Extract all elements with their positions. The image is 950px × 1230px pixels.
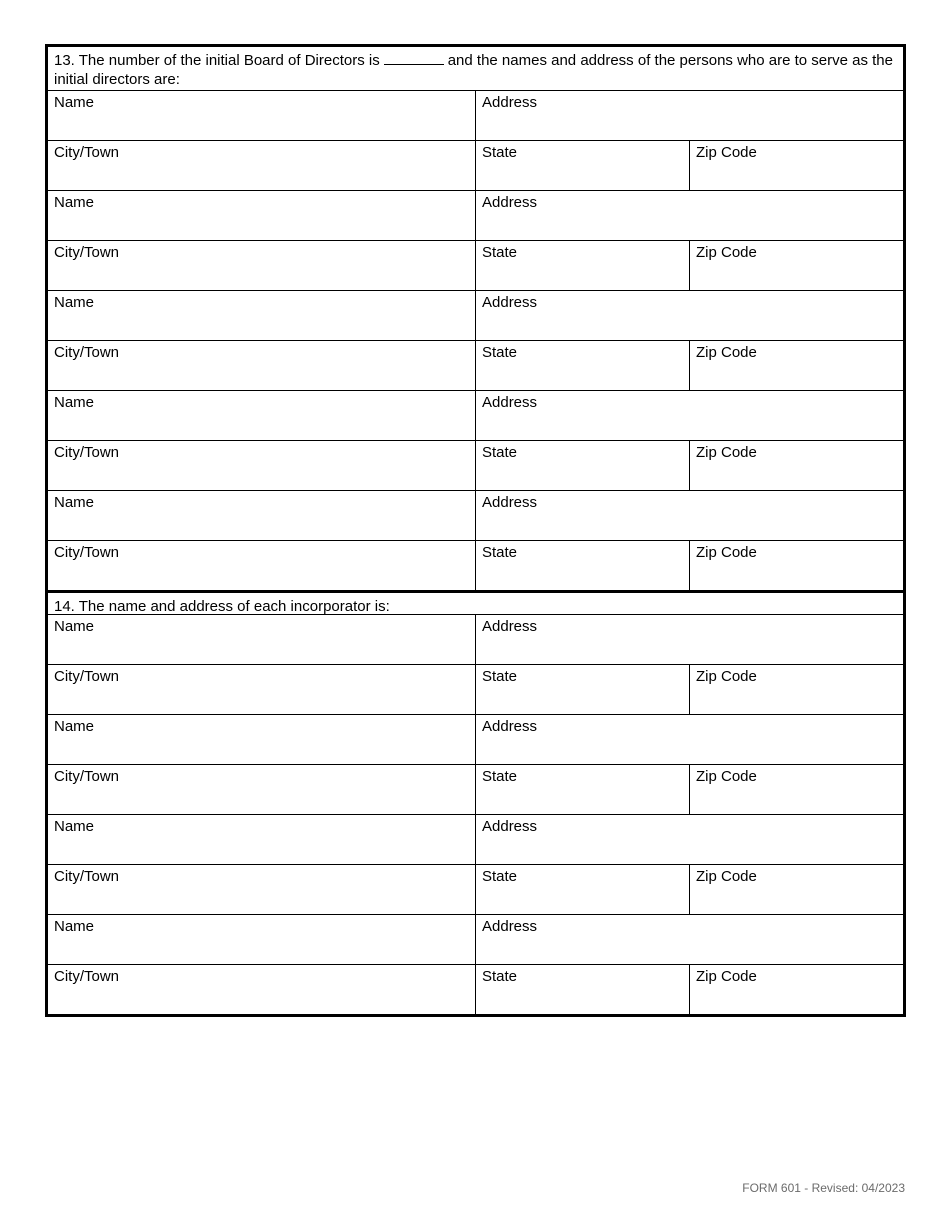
- zip-code-field[interactable]: [690, 665, 903, 714]
- address-field[interactable]: [476, 291, 903, 340]
- name-field[interactable]: [48, 91, 476, 140]
- city-town-field[interactable]: [48, 241, 476, 290]
- city-town-field-label: City/Town: [54, 768, 120, 785]
- zip-code-field-label: Zip Code: [696, 668, 757, 685]
- state-field-label: State: [482, 144, 518, 161]
- incorporator-name-row: [48, 815, 903, 865]
- state-field-label: State: [482, 544, 518, 561]
- zip-code-field-label: Zip Code: [696, 868, 757, 885]
- address-field-label: Address: [482, 394, 538, 411]
- name-field[interactable]: [48, 491, 476, 540]
- director-name-row: [48, 191, 903, 241]
- name-field-label: Name: [54, 918, 95, 935]
- city-town-field[interactable]: [48, 441, 476, 490]
- state-field[interactable]: [476, 665, 690, 714]
- zip-code-field[interactable]: [690, 441, 903, 490]
- address-field[interactable]: [476, 815, 903, 864]
- city-town-field-label: City/Town: [54, 968, 120, 985]
- incorporator-name-row: [48, 615, 903, 665]
- city-town-field-label: City/Town: [54, 868, 120, 885]
- name-field[interactable]: [48, 615, 476, 664]
- name-field[interactable]: [48, 815, 476, 864]
- address-field-label: Address: [482, 818, 538, 835]
- state-field-label: State: [482, 244, 518, 261]
- name-field-label: Name: [54, 94, 95, 111]
- name-field-label: Name: [54, 618, 95, 635]
- form-table: [45, 44, 906, 1017]
- name-field-label: Name: [54, 718, 95, 735]
- director-city-row: [48, 441, 903, 491]
- name-field[interactable]: [48, 391, 476, 440]
- zip-code-field-label: Zip Code: [696, 768, 757, 785]
- state-field[interactable]: [476, 765, 690, 814]
- state-field[interactable]: [476, 341, 690, 390]
- director-city-row: [48, 341, 903, 391]
- city-town-field[interactable]: [48, 765, 476, 814]
- address-field[interactable]: [476, 715, 903, 764]
- state-field[interactable]: [476, 541, 690, 590]
- section-13-header: [48, 47, 903, 91]
- address-field[interactable]: [476, 915, 903, 964]
- zip-code-field[interactable]: [690, 541, 903, 590]
- form-footer: FORM 601 - Revised: 04/2023: [742, 1181, 905, 1195]
- address-field[interactable]: [476, 491, 903, 540]
- zip-code-field-label: Zip Code: [696, 544, 757, 561]
- name-field-label: Name: [54, 394, 95, 411]
- city-town-field-label: City/Town: [54, 544, 120, 561]
- city-town-field[interactable]: [48, 665, 476, 714]
- name-field[interactable]: [48, 191, 476, 240]
- zip-code-field[interactable]: [690, 241, 903, 290]
- state-field[interactable]: [476, 141, 690, 190]
- board-count-blank[interactable]: [384, 51, 444, 65]
- city-town-field-label: City/Town: [54, 244, 120, 261]
- section-14-text: 14. The name and address of each incorporator is:: [54, 598, 390, 615]
- director-name-row: [48, 91, 903, 141]
- zip-code-field-label: Zip Code: [696, 144, 757, 161]
- zip-code-field-label: Zip Code: [696, 244, 757, 261]
- director-city-row: [48, 141, 903, 191]
- director-name-row: [48, 491, 903, 541]
- state-field[interactable]: [476, 965, 690, 1014]
- director-city-row: [48, 241, 903, 291]
- zip-code-field-label: Zip Code: [696, 344, 757, 361]
- section-13-text-after: and the names and address of the persons who are to serve as the initial directors are:: [54, 52, 893, 88]
- state-field-label: State: [482, 868, 518, 885]
- city-town-field-label: City/Town: [54, 668, 120, 685]
- city-town-field[interactable]: [48, 341, 476, 390]
- state-field[interactable]: [476, 441, 690, 490]
- incorporator-city-row: [48, 665, 903, 715]
- incorporators-group: [48, 615, 903, 1014]
- incorporator-name-row: [48, 715, 903, 765]
- state-field-label: State: [482, 444, 518, 461]
- incorporator-city-row: [48, 865, 903, 915]
- state-field-label: State: [482, 768, 518, 785]
- zip-code-field[interactable]: [690, 865, 903, 914]
- incorporator-city-row: [48, 765, 903, 815]
- name-field-label: Name: [54, 818, 95, 835]
- director-name-row: [48, 391, 903, 441]
- city-town-field[interactable]: [48, 541, 476, 590]
- name-field-label: Name: [54, 194, 95, 211]
- state-field-label: State: [482, 968, 518, 985]
- zip-code-field-label: Zip Code: [696, 968, 757, 985]
- state-field[interactable]: [476, 865, 690, 914]
- city-town-field-label: City/Town: [54, 344, 120, 361]
- address-field[interactable]: [476, 615, 903, 664]
- address-field-label: Address: [482, 94, 538, 111]
- address-field-label: Address: [482, 194, 538, 211]
- address-field-label: Address: [482, 294, 538, 311]
- zip-code-field[interactable]: [690, 141, 903, 190]
- name-field[interactable]: [48, 915, 476, 964]
- state-field-label: State: [482, 668, 518, 685]
- zip-code-field[interactable]: [690, 965, 903, 1014]
- section-14-header: [48, 590, 903, 615]
- director-name-row: [48, 291, 903, 341]
- director-city-row: [48, 541, 903, 590]
- zip-code-field[interactable]: [690, 341, 903, 390]
- address-field-label: Address: [482, 618, 538, 635]
- directors-group: [48, 91, 903, 590]
- address-field[interactable]: [476, 391, 903, 440]
- address-field-label: Address: [482, 918, 538, 935]
- section-13-text-before: 13. The number of the initial Board of Directors is: [54, 52, 380, 69]
- state-field-label: State: [482, 344, 518, 361]
- incorporator-name-row: [48, 915, 903, 965]
- state-field[interactable]: [476, 241, 690, 290]
- name-field[interactable]: [48, 715, 476, 764]
- city-town-field-label: City/Town: [54, 144, 120, 161]
- name-field-label: Name: [54, 494, 95, 511]
- name-field[interactable]: [48, 291, 476, 340]
- zip-code-field-label: Zip Code: [696, 444, 757, 461]
- zip-code-field[interactable]: [690, 765, 903, 814]
- city-town-field[interactable]: [48, 865, 476, 914]
- city-town-field[interactable]: [48, 965, 476, 1014]
- address-field[interactable]: [476, 91, 903, 140]
- name-field-label: Name: [54, 294, 95, 311]
- city-town-field-label: City/Town: [54, 444, 120, 461]
- address-field[interactable]: [476, 191, 903, 240]
- address-field-label: Address: [482, 494, 538, 511]
- address-field-label: Address: [482, 718, 538, 735]
- city-town-field[interactable]: [48, 141, 476, 190]
- incorporator-city-row: [48, 965, 903, 1014]
